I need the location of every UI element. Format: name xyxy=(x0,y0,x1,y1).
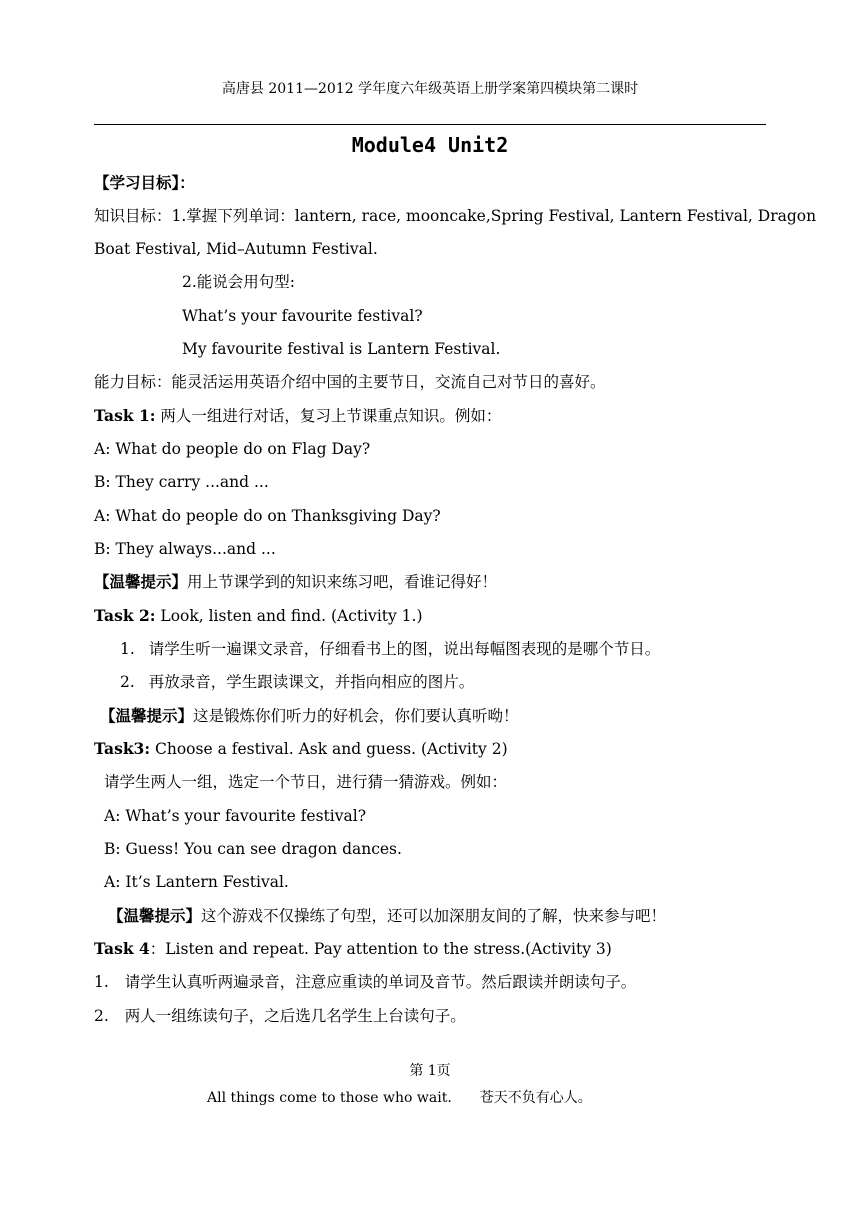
task1-tip xyxy=(94,572,497,592)
task4-text: ：Listen and repeat. Pay attention to the stress.(Activity 3) xyxy=(149,940,612,958)
task1-line-4: B: They always...and ... xyxy=(94,540,276,558)
task2-item-1-num: 1. xyxy=(120,640,135,658)
page-header: 高唐县 2011—2012 学年度六年级英语上册学案第四模块第二课时 xyxy=(221,81,639,97)
task4-item-2-text: 两人一组练读句子，之后选几名学生上台读句子。 xyxy=(124,1007,466,1025)
task3-tip-label: 【温馨提示】 xyxy=(108,907,202,925)
task4-label: Task 4 xyxy=(94,939,150,958)
sentence-pattern-1: What’s your favourite festival? xyxy=(182,307,423,325)
header-rule xyxy=(94,124,766,125)
task2-tip-text: 这是锻炼你们听力的好机会，你们要认真听呦！ xyxy=(193,707,519,725)
task2-tip xyxy=(100,706,519,726)
task1-line-3: A: What do people do on Thanksgiving Day? xyxy=(94,507,441,525)
ability-objective: 能力目标：能灵活运用英语介绍中国的主要节日，交流自己对节日的喜好。 xyxy=(94,373,606,391)
page-number: 第 1页 xyxy=(409,1063,451,1079)
sentence-subheading: 2.能说会用句型: xyxy=(182,273,296,291)
knowledge-label: 知识目标： xyxy=(94,207,172,225)
task3-line-1: A: What’s your favourite festival? xyxy=(104,807,367,825)
task3-label: Task3: xyxy=(94,739,151,758)
task2-heading xyxy=(94,606,423,626)
task2-item-2 xyxy=(120,672,474,692)
task4-item-1-num: 1. xyxy=(94,973,109,991)
knowledge-objective-line2: Boat Festival, Mid–Autumn Festival. xyxy=(94,240,378,258)
proverb-chinese: 苍天不负有心人。 xyxy=(479,1090,592,1106)
task1-tip-text: 用上节课学到的知识来练习吧，看谁记得好！ xyxy=(187,573,498,591)
task1-line-1: A: What do people do on Flag Day? xyxy=(94,440,371,458)
task4-heading xyxy=(94,939,612,959)
objectives-heading: 【学习目标】： xyxy=(94,174,195,192)
task1-line-2: B: They carry ...and ... xyxy=(94,473,269,491)
footer-proverb xyxy=(207,1087,592,1107)
task3-tip-text: 这个游戏不仅操练了句型，还可以加深朋友间的了解，快来参与吧！ xyxy=(201,907,667,925)
task1-text: 两人一组进行对话，复习上节课重点知识。例如： xyxy=(155,407,502,425)
proverb-english: All things come to those who wait. xyxy=(207,1090,452,1106)
task3-heading xyxy=(94,739,508,759)
task2-item-1 xyxy=(120,639,660,659)
sentence-pattern-2: My favourite festival is Lantern Festival. xyxy=(182,340,501,358)
task3-intro: 请学生两人一组，选定一个节日，进行猜一猜游戏。例如： xyxy=(104,773,508,791)
knowledge-objective-line1 xyxy=(94,206,816,226)
task1-tip-label: 【温馨提示】 xyxy=(94,573,188,591)
task2-tip-label: 【温馨提示】 xyxy=(100,707,194,725)
task1-heading xyxy=(94,406,501,426)
task2-item-2-num: 2. xyxy=(120,673,135,691)
task3-line-2: B: Guess! You can see dragon dances. xyxy=(104,840,402,858)
task3-text: Choose a festival. Ask and guess. (Activity 2) xyxy=(150,740,508,758)
knowledge-text: 1.掌握下列单词：lantern, race, mooncake,Spring Festival, Lantern Festival, Dragon xyxy=(171,207,817,225)
task2-text: Look, listen and find. (Activity 1.) xyxy=(155,607,423,625)
task4-item-2-num: 2. xyxy=(94,1007,109,1025)
task3-line-3: A: It’s Lantern Festival. xyxy=(104,873,289,891)
task4-item-2 xyxy=(94,1006,466,1026)
task4-item-1-text: 请学生认真听两遍录音，注意应重读的单词及音节。然后跟读并朗读句子。 xyxy=(124,973,637,991)
task2-item-2-text: 再放录音，学生跟读课文，并指向相应的图片。 xyxy=(148,673,475,691)
task3-tip xyxy=(108,906,666,926)
task2-item-1-text: 请学生听一遍课文录音，仔细看书上的图，说出每幅图表现的是哪个节日。 xyxy=(148,640,661,658)
task1-label: Task 1: xyxy=(94,406,156,425)
task2-label: Task 2: xyxy=(94,606,156,625)
page-title: Module4 Unit2 xyxy=(351,133,509,157)
task4-item-1 xyxy=(94,972,636,992)
